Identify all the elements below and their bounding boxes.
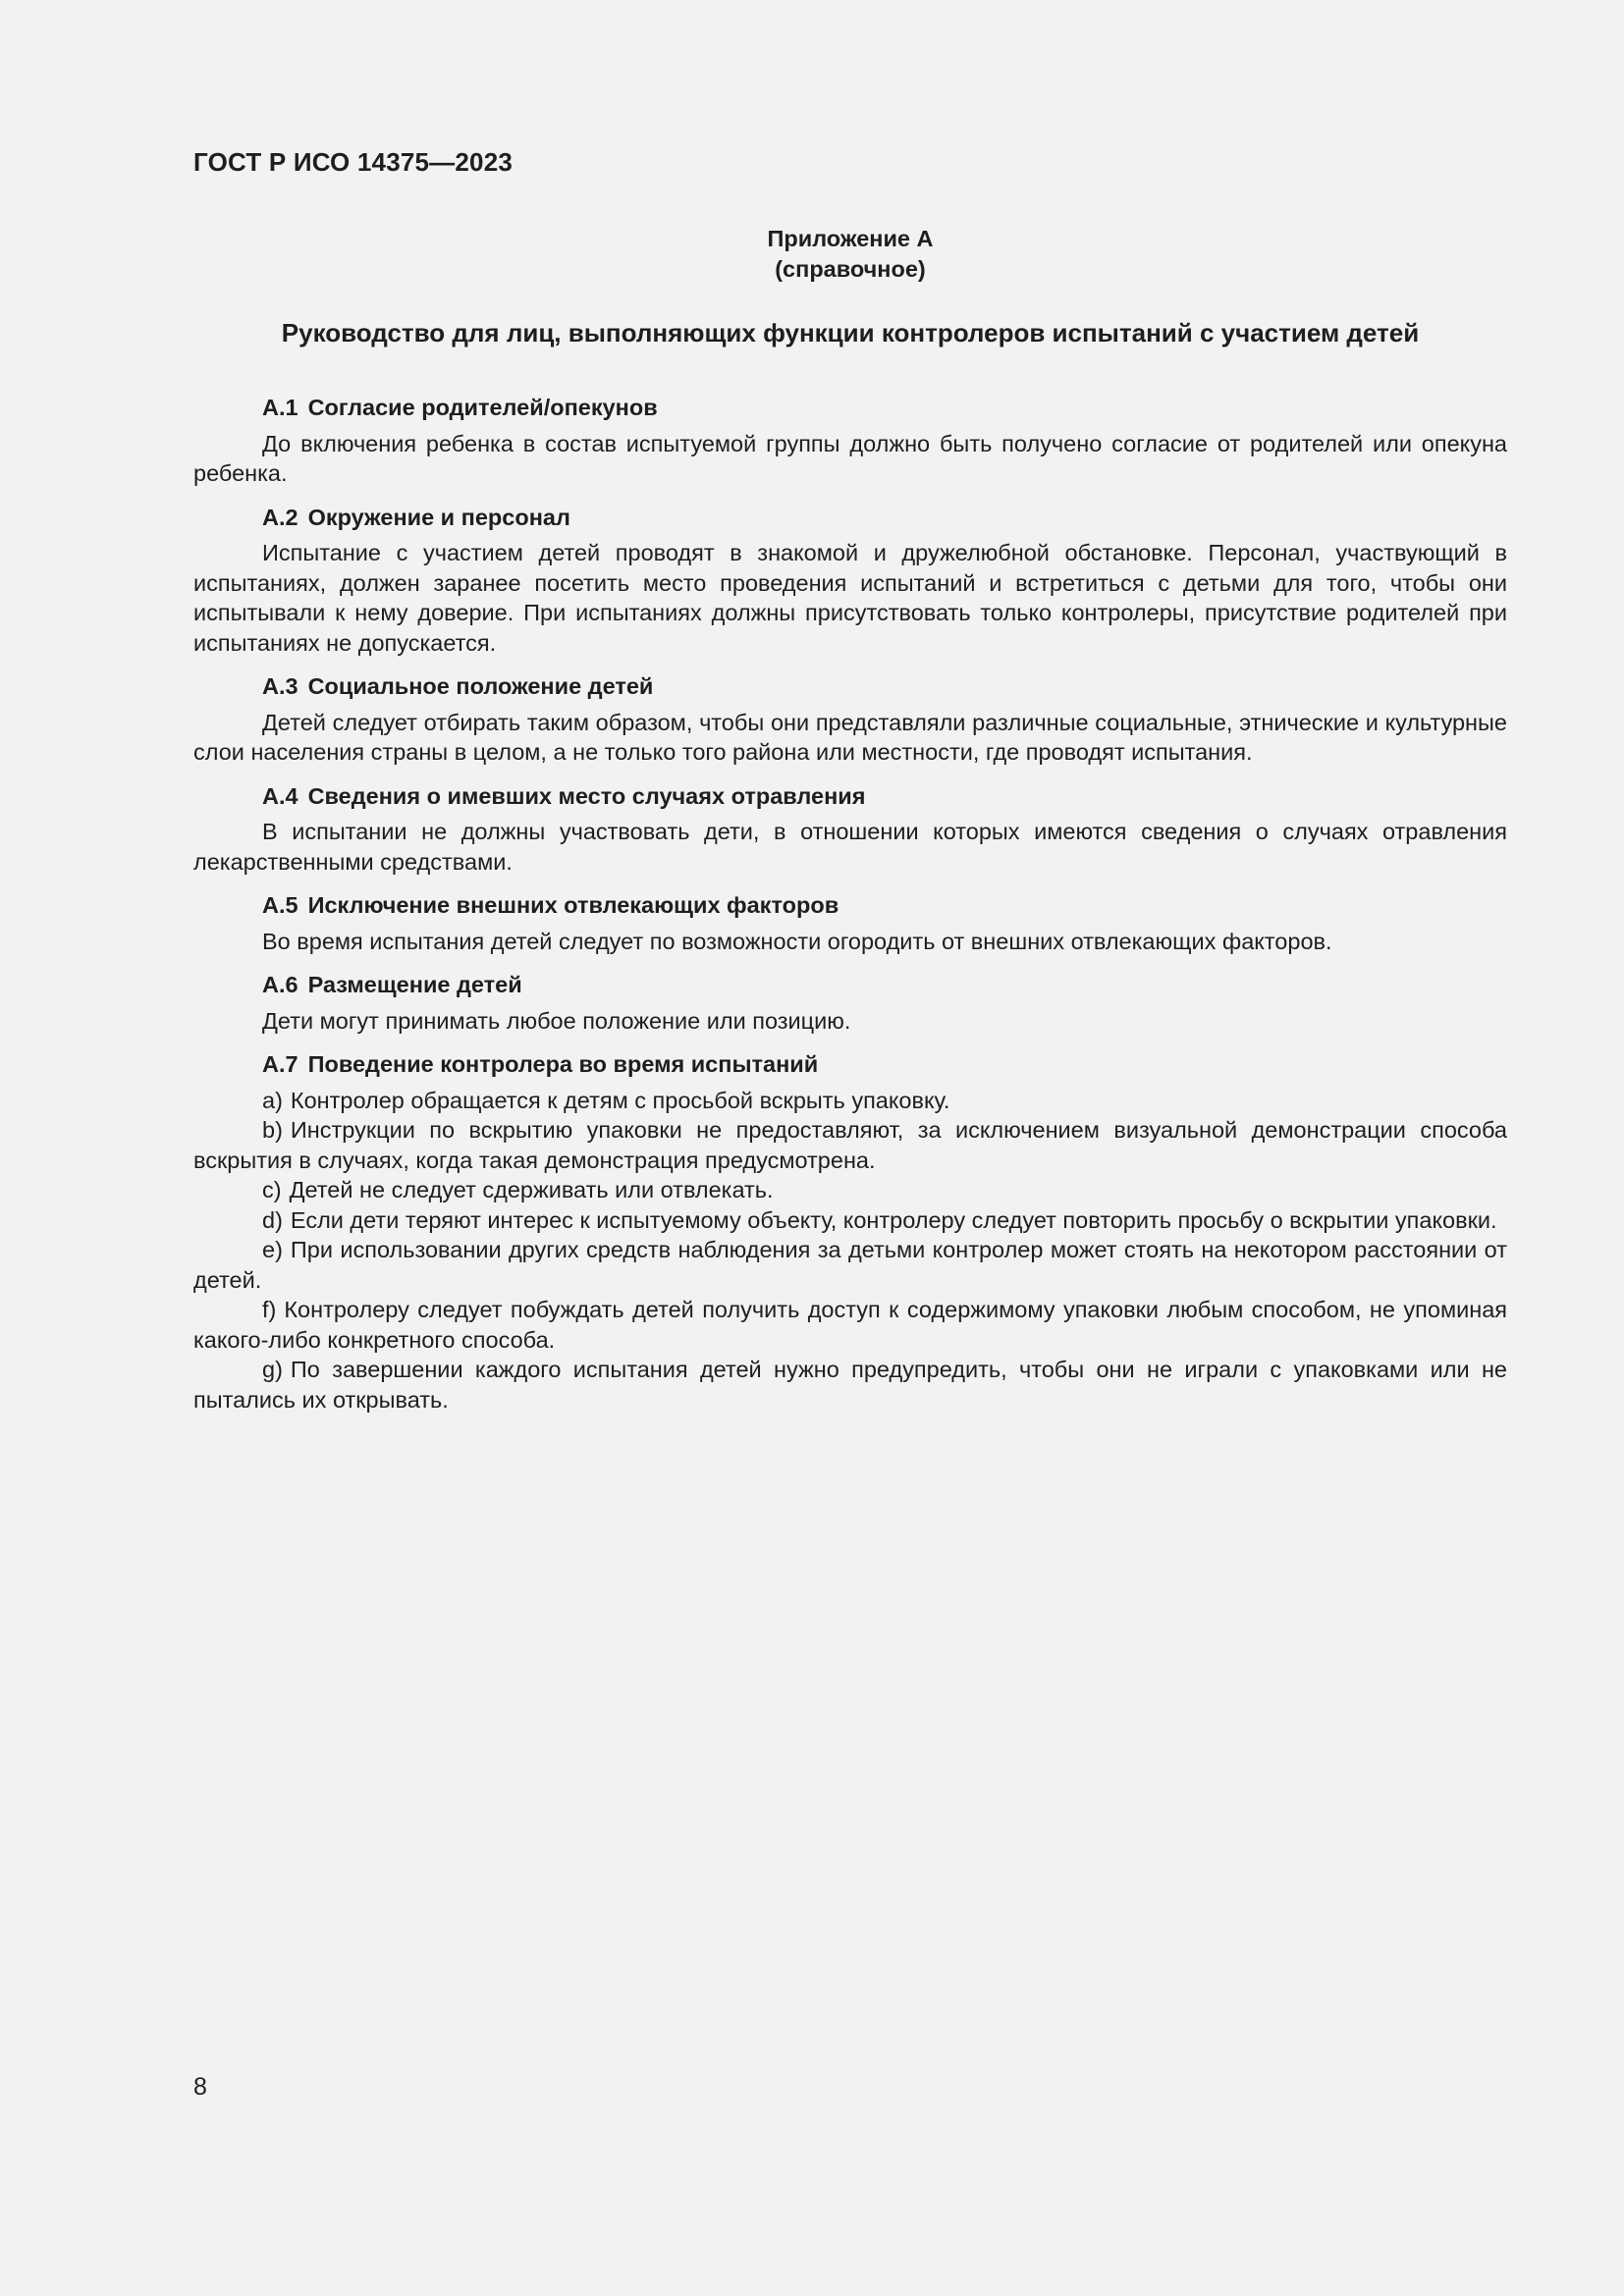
list-item-text: По завершении каждого испытания детей нужно предупредить, чтобы они не играли с упаковками или не пытались их открывать. <box>193 1357 1507 1413</box>
list-item <box>193 1295 1507 1355</box>
section-heading <box>193 393 1507 423</box>
section-paragraph: Во время испытания детей следует по возможности огородить от внешних отвлекающих факторов. <box>262 928 1332 954</box>
section-heading <box>193 781 1507 812</box>
list-item-letter: g) <box>262 1357 283 1382</box>
section-title: Окружение и персонал <box>307 504 570 530</box>
list-item <box>193 1086 1507 1116</box>
list-item-letter: c) <box>262 1177 282 1202</box>
annex-title: Руководство для лиц, выполняющих функции контролеров испытаний с участием детей <box>281 318 1420 347</box>
section-title: Социальное положение детей <box>307 673 654 699</box>
section-a6 <box>193 970 1507 1036</box>
list-item-letter: e) <box>262 1237 283 1262</box>
list-item-text: Контролеру следует побуждать детей получить доступ к содержимому упаковки любым способом, не упоминая какого-либо конкретного способа. <box>193 1297 1507 1353</box>
list-item <box>193 1115 1507 1175</box>
list-item <box>193 1355 1507 1415</box>
section-title: Поведение контролера во время испытаний <box>307 1051 819 1077</box>
section-heading <box>193 671 1507 702</box>
section-a2 <box>193 503 1507 659</box>
section-paragraph: Испытание с участием детей проводят в знакомой и дружелюбной обстановке. Персонал, участвующий в испытаниях, должен заранее посетить место проведения испытаний и встретиться с детьми для того, чтобы они испытывали к нему доверие. При испытаниях должны присутствовать только контролеры, присутствие родителей при испытаниях не допускается. <box>193 540 1507 656</box>
section-title: Размещение детей <box>307 972 522 997</box>
document-page <box>193 0 1507 2296</box>
section-a1 <box>193 393 1507 489</box>
section-title: Исключение внешних отвлекающих факторов <box>307 892 839 918</box>
section-a5 <box>193 890 1507 956</box>
list-item-letter: f) <box>262 1297 277 1322</box>
list-item <box>193 1235 1507 1295</box>
list-item-letter: a) <box>262 1087 283 1113</box>
annex-status: (справочное) <box>775 256 926 282</box>
section-title: Согласие родителей/опекунов <box>307 395 658 420</box>
list-item <box>193 1205 1507 1236</box>
section-a4 <box>193 781 1507 878</box>
list-item-letter: b) <box>262 1117 283 1143</box>
list-item-text: Если дети теряют интерес к испытуемому объекту, контролеру следует повторить просьбу о вскрытии упаковки. <box>290 1206 1497 1233</box>
list-item-letter: d) <box>262 1206 283 1233</box>
annex-label: Приложение А <box>767 226 934 251</box>
section-heading <box>193 1049 1507 1080</box>
list-item-text: Контролер обращается к детям с просьбой вскрыть упаковку. <box>290 1087 950 1113</box>
list-item-text: Детей не следует сдерживать или отвлекать. <box>289 1177 774 1202</box>
section-heading <box>193 970 1507 1000</box>
section-heading <box>193 503 1507 533</box>
section-number: А.5 <box>262 892 298 918</box>
list-item <box>193 1175 1507 1205</box>
section-paragraph: В испытании не должны участвовать дети, в отношении которых имеются сведения о случаях отравления лекарственными средствами. <box>193 819 1507 875</box>
section-number: А.3 <box>262 673 298 699</box>
section-paragraph: До включения ребенка в состав испытуемой группы должно быть получено согласие от родителей или опекуна ребенка. <box>193 430 1507 486</box>
section-number: А.7 <box>262 1051 298 1077</box>
section-a3 <box>193 671 1507 768</box>
page-number: 8 <box>193 2073 207 2101</box>
list-item-text: При использовании других средств наблюдения за детьми контролер может стоять на некотором расстоянии от детей. <box>193 1237 1507 1293</box>
list-item-text: Инструкции по вскрытию упаковки не предоставляют, за исключением визуальной демонстрации способа вскрытия в случаях, когда такая демонстрация предусмотрена. <box>193 1117 1507 1173</box>
section-a7 <box>193 1049 1507 1415</box>
section-number: А.4 <box>262 782 298 809</box>
section-paragraph: Детей следует отбирать таким образом, чтобы они представляли различные социальные, этнические и культурные слои населения страны в целом, а не только того района или местности, где проводят испытания. <box>193 709 1507 765</box>
annex-heading <box>193 224 1507 285</box>
document-body <box>193 393 1507 1428</box>
section-paragraph: Дети могут принимать любое положение или позицию. <box>262 1007 851 1034</box>
section-number: А.1 <box>262 395 298 420</box>
section-title: Сведения о имевших место случаях отравления <box>307 782 866 809</box>
document-code: ГОСТ Р ИСО 14375—2023 <box>193 147 514 177</box>
section-number: А.6 <box>262 972 298 997</box>
section-number: А.2 <box>262 504 298 530</box>
section-heading <box>193 890 1507 921</box>
